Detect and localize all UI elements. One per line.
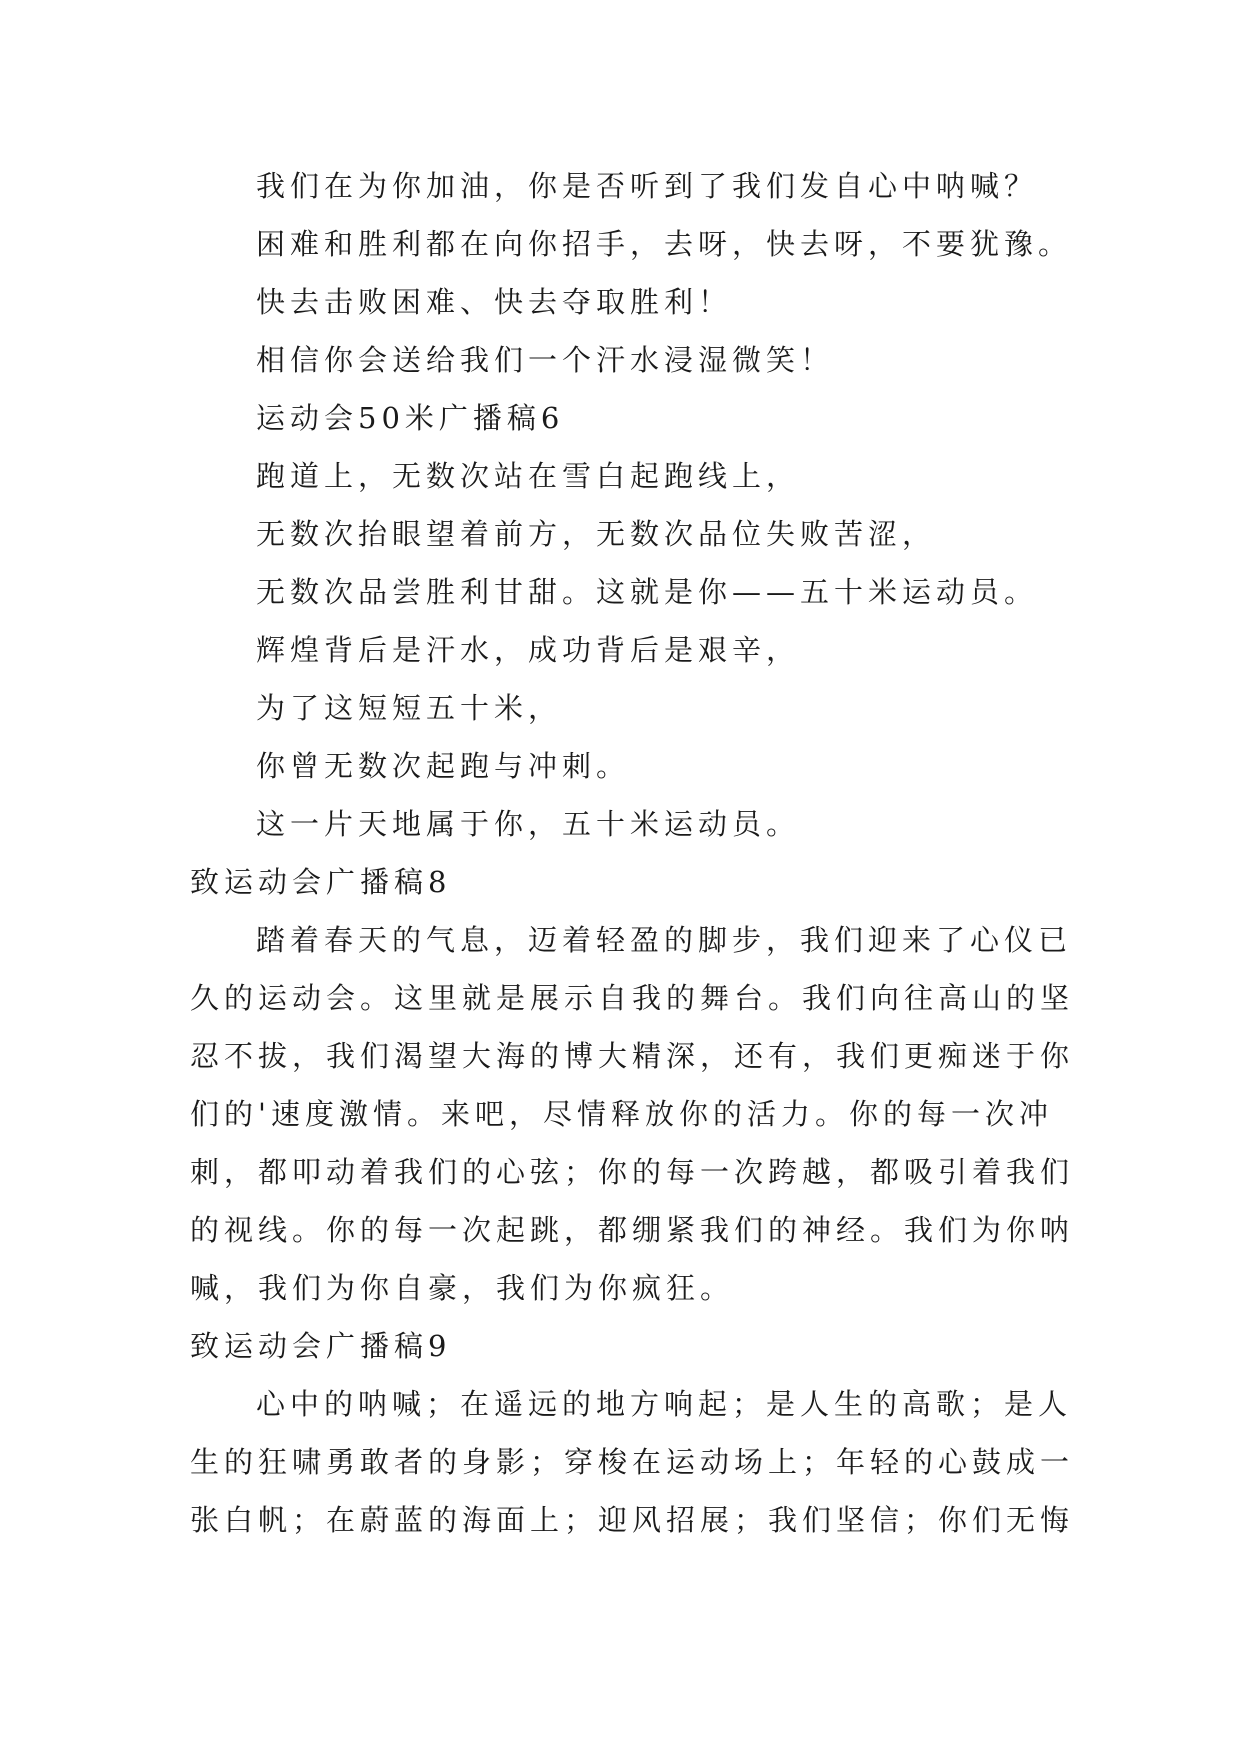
paragraph-line: 刺，都叩动着我们的心弦；你的每一次跨越，都吸引着我们 xyxy=(190,1155,1075,1189)
text-line: 困难和胜利都在向你招手，去呀，快去呀，不要犹豫。 xyxy=(256,227,1073,261)
text-line: 运动会50米广播稿6 xyxy=(256,401,565,435)
text-line: 你曾无数次起跑与冲刺。 xyxy=(256,749,631,783)
paragraph-line: 张白帆；在蔚蓝的海面上；迎风招展；我们坚信；你们无悔 xyxy=(190,1503,1075,1537)
text-line: 无数次抬眼望着前方，无数次品位失败苦涩， xyxy=(256,517,937,551)
paragraph-line: 久的运动会。这里就是展示自我的舞台。我们向往高山的坚 xyxy=(190,981,1075,1015)
paragraph-line: 生的狂啸勇敢者的身影；穿梭在运动场上；年轻的心鼓成一 xyxy=(190,1445,1075,1479)
paragraph-line: 的视线。你的每一次起跳，都绷紧我们的神经。我们为你呐 xyxy=(190,1213,1075,1247)
paragraph-line: 踏着春天的气息，迈着轻盈的脚步，我们迎来了心仪已 xyxy=(256,923,1073,957)
text-line: 辉煌背后是汗水，成功背后是艰辛， xyxy=(256,633,801,667)
section-heading: 致运动会广播稿9 xyxy=(190,1329,452,1363)
paragraph-line: 心中的呐喊；在遥远的地方响起；是人生的高歌；是人 xyxy=(256,1387,1073,1421)
paragraph-line: 喊，我们为你自豪，我们为你疯狂。 xyxy=(190,1271,735,1305)
text-line: 相信你会送给我们一个汗水浸湿微笑！ xyxy=(256,343,835,377)
text-line: 这一片天地属于你，五十米运动员。 xyxy=(256,807,801,841)
section-heading: 致运动会广播稿8 xyxy=(190,865,452,899)
text-line: 快去击败困难、快去夺取胜利！ xyxy=(256,285,733,319)
paragraph-line: 忍不拔，我们渴望大海的博大精深，还有，我们更痴迷于你 xyxy=(190,1039,1075,1073)
paragraph-line: 们的'速度激情。来吧，尽情释放你的活力。你的每一次冲 xyxy=(190,1097,1053,1131)
text-line: 为了这短短五十米， xyxy=(256,691,563,725)
text-line: 无数次品尝胜利甘甜。这就是你——五十米运动员。 xyxy=(256,575,1039,609)
text-line: 跑道上，无数次站在雪白起跑线上， xyxy=(256,459,801,493)
text-line: 我们在为你加油，你是否听到了我们发自心中呐喊？ xyxy=(256,169,1039,203)
